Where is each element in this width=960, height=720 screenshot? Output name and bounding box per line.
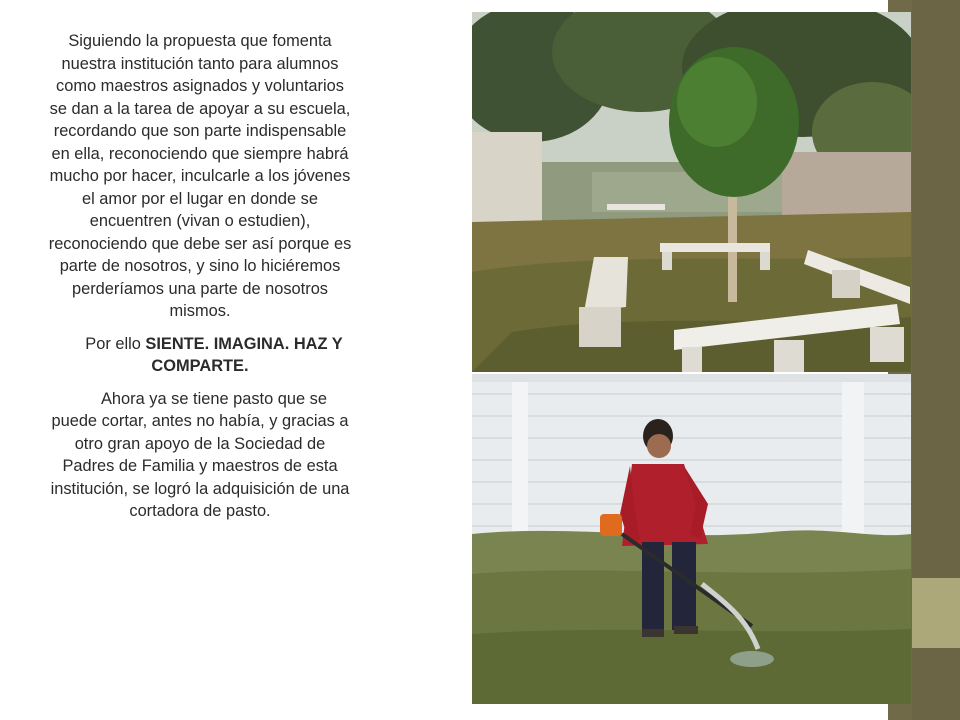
garden-photo — [472, 12, 911, 372]
decorative-accent-block — [912, 578, 960, 648]
mowing-photo — [472, 374, 911, 704]
slogan-lead: Por ello — [85, 334, 146, 353]
paragraph-intro: Siguiendo la propuesta que fomenta nuestra institución tanto para alumnos como maestros asignados y voluntarios se dan a la tarea de apoyar a su escuela, recordando que son parte indispensable en ella, reconociendo que siempre habrá mucho por hacer, inculcarle a los jóvenes el amor por el lugar en donde se encuentren (vivan o estudien), reconociendo que debe ser así porque es parte de nosotros, y sino lo hiciéremos perderíamos una parte de nosotros mismos. — [48, 32, 352, 320]
slogan-emphasis: SIENTE. IMAGINA. HAZ Y COMPARTE. — [145, 334, 343, 375]
paragraph-mower: Ahora ya se tiene pasto que se puede cortar, antes no había, y gracias a otro gran apoyo de la Sociedad de Padres de Familia y maestros de esta institución, se logró la adquisición de una cortadora de pasto. — [50, 389, 350, 520]
paragraph-slogan — [48, 333, 352, 378]
mowing-photo-image — [472, 374, 911, 704]
text-column — [48, 30, 352, 533]
garden-photo-image — [472, 12, 911, 372]
